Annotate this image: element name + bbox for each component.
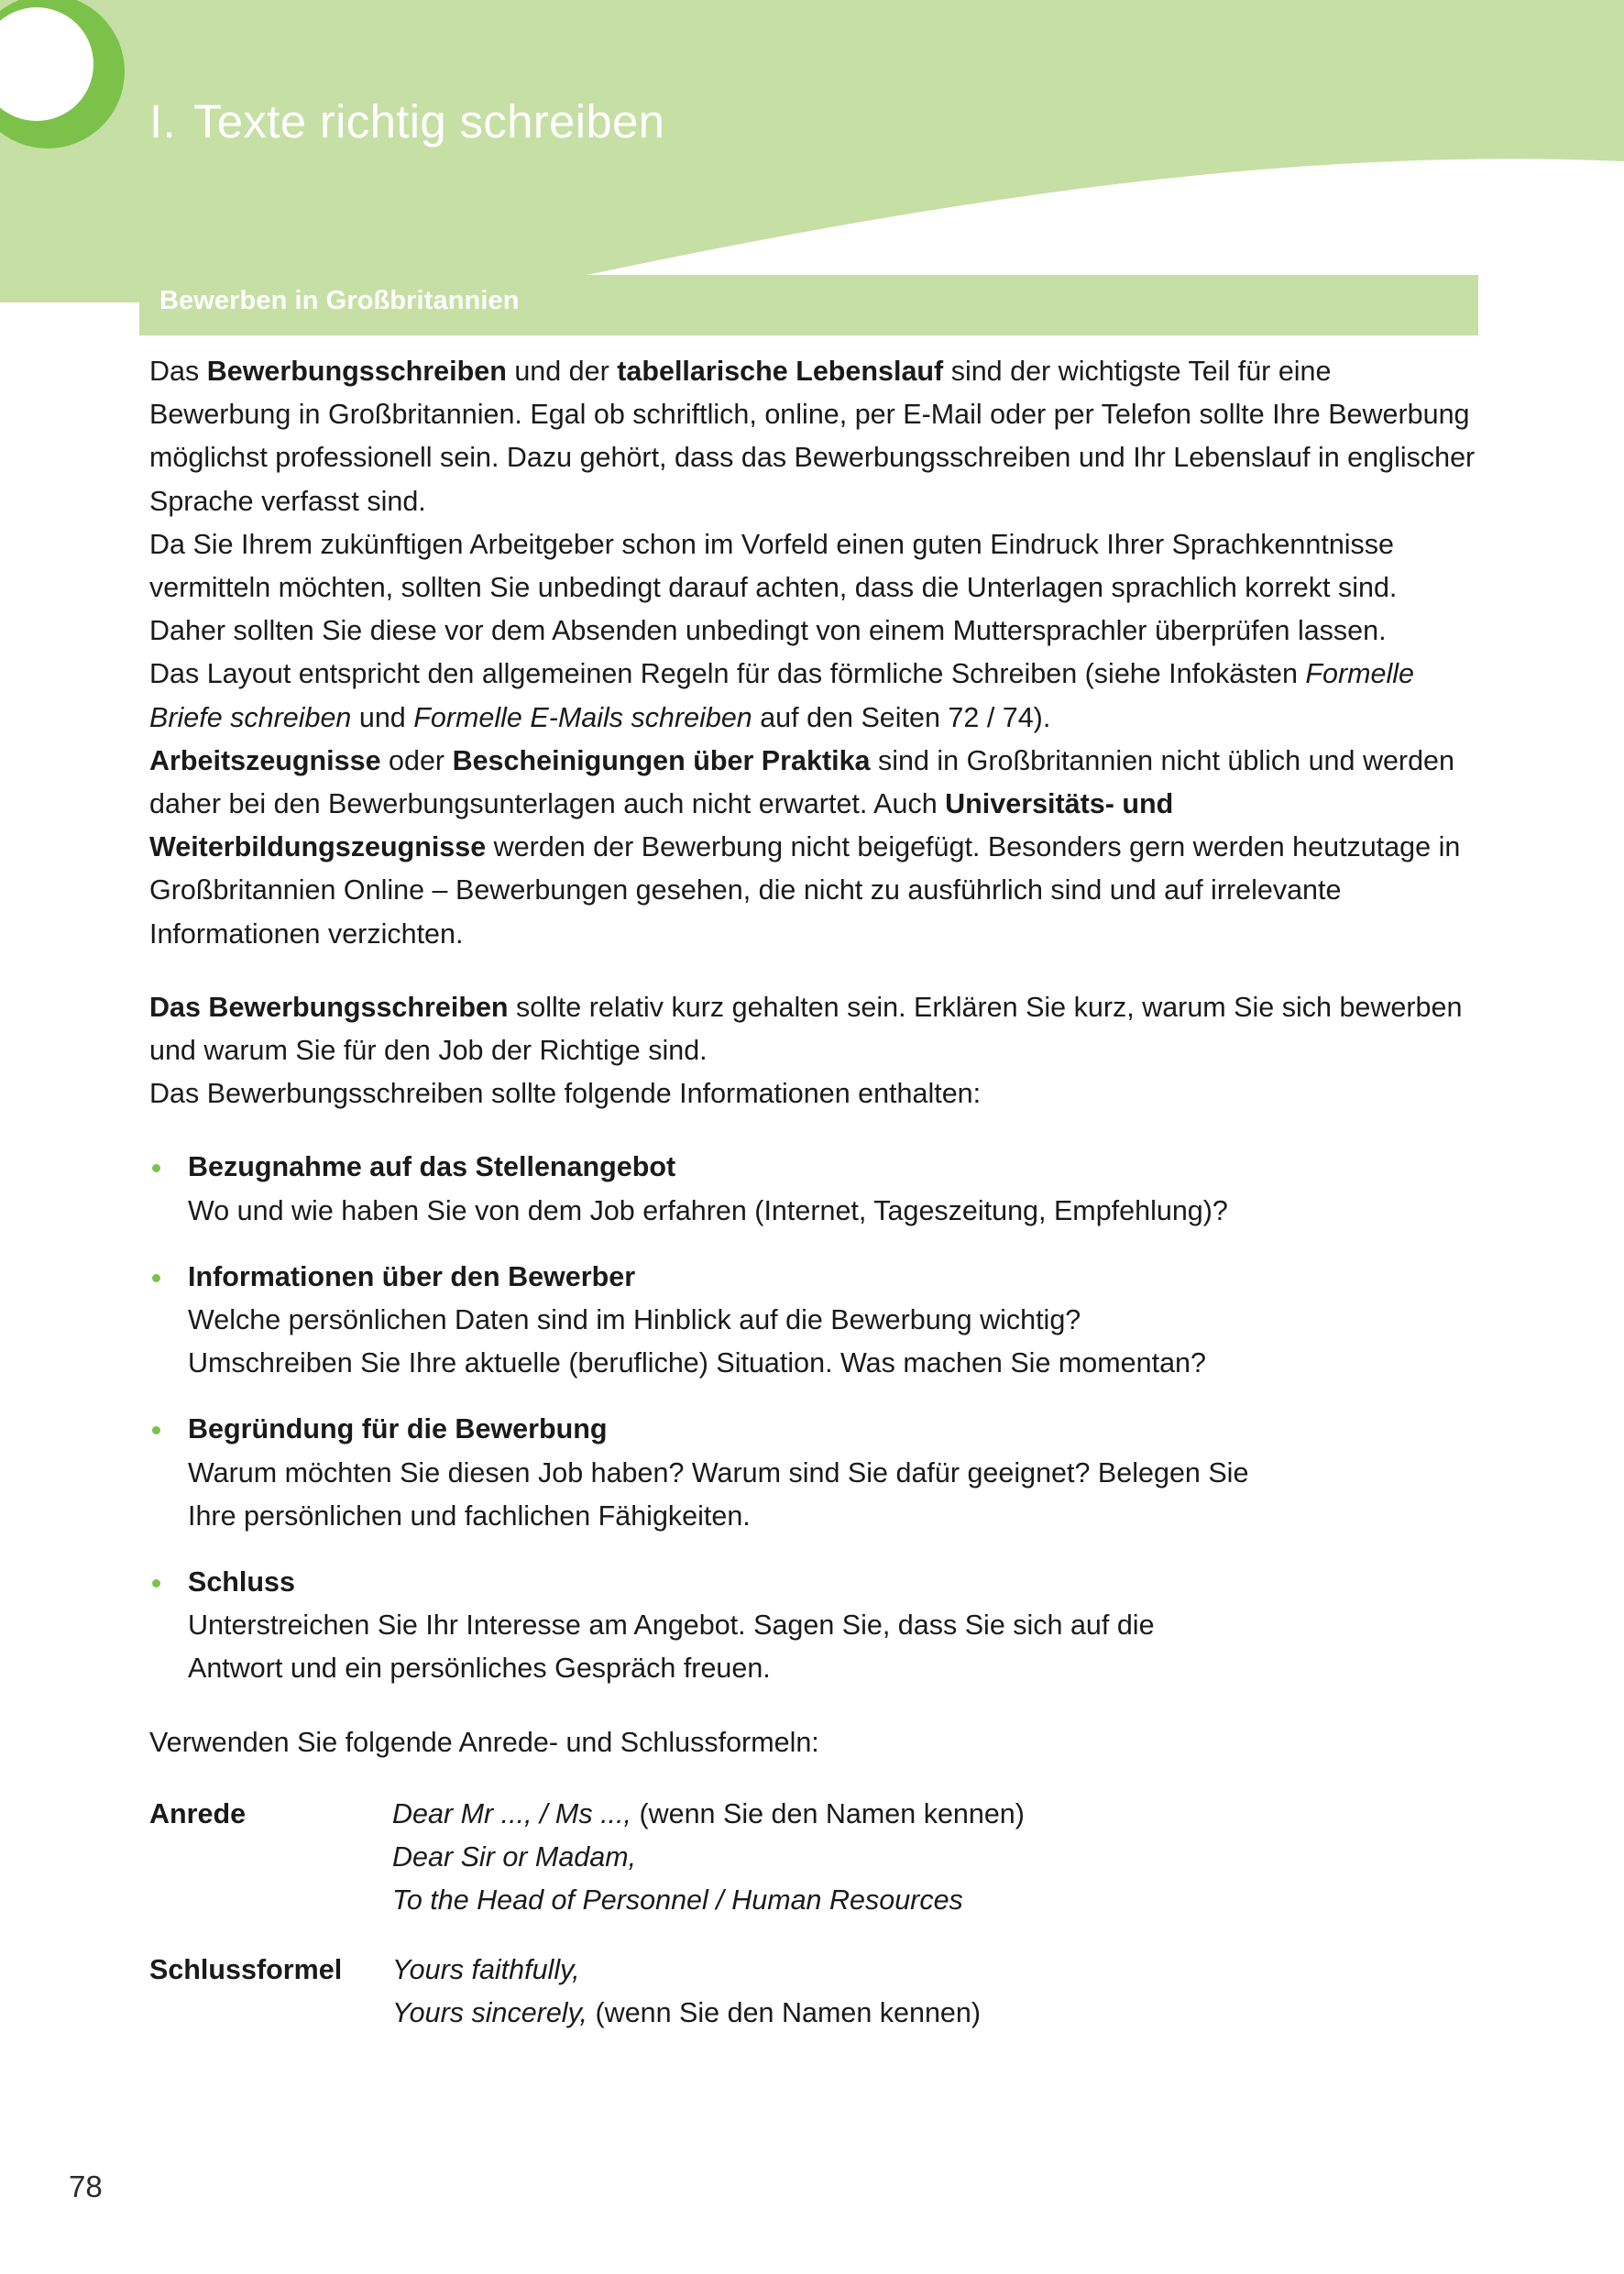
- list-item: [149, 1146, 1480, 1232]
- page-header-banner: [0, 0, 1624, 302]
- information-bullet-list: [149, 1146, 1480, 1690]
- formula-italic: Dear Mr ..., / Ms ...,: [392, 1797, 631, 1829]
- bullet-line: Ihre persönlichen und fachlichen Fähigkeiten.: [188, 1500, 751, 1532]
- paragraph-spacer-3: [149, 1691, 1480, 1721]
- formula-value-line: [392, 1836, 1480, 1879]
- formula-italic: Yours faithfully,: [392, 1953, 580, 1985]
- bullet-line: Unterstreichen Sie Ihr Interesse am Angebot. Sagen Sie, dass Sie sich auf die: [188, 1609, 1155, 1642]
- bullet-title: Schluss: [188, 1566, 295, 1598]
- bullet-title: Bezugnahme auf das Stellenangebot: [188, 1151, 676, 1183]
- p3-text-a: Das Layout entspricht den allgemeinen Regeln für das förmliche Schreiben (siehe Infokästen: [149, 658, 1306, 690]
- chapter-numeral: I.: [149, 95, 176, 148]
- formula-label-schlussformel: Schlussformel: [149, 1953, 343, 1985]
- table-row: [149, 1949, 1480, 2035]
- p4-bold-arbeitszeugnisse: Arbeitszeugnisse: [149, 744, 381, 776]
- paragraph-4: [149, 740, 1480, 956]
- bullet-line: Welche persönlichen Daten sind im Hinblick auf die Bewerbung wichtig?: [188, 1304, 1081, 1336]
- bullet-dot-icon: [152, 1164, 160, 1172]
- bullet-title: Begründung für die Bewerbung: [188, 1413, 608, 1445]
- p4-text-b: sind in Großbritannien nicht üblich und werden daher bei den Bewerbungsunterlagen auch nicht erwartet. Auch: [149, 744, 1454, 820]
- banner-green-shape: [0, 0, 1624, 302]
- closing-intro-paragraph: Verwenden Sie folgende Anrede- und Schlussformeln:: [149, 1726, 819, 1758]
- bullet-title: Informationen über den Bewerber: [188, 1260, 636, 1292]
- formula-value-line: [392, 1879, 1480, 1922]
- p3-text-b: und: [351, 701, 414, 733]
- p1-text-b: und der: [506, 356, 618, 387]
- page-number: 78: [69, 2170, 103, 2203]
- formula-plain: (wenn Sie den Namen kennen): [631, 1797, 1025, 1829]
- paragraph-6: Das Bewerbungsschreiben sollte folgende Informationen enthalten:: [149, 1078, 982, 1110]
- paragraph-5: [149, 986, 1480, 1072]
- list-item: [149, 1408, 1480, 1538]
- p1-bold-lebenslauf: tabellarische Lebenslauf: [617, 356, 944, 387]
- paragraph-3: [149, 653, 1480, 739]
- formula-label-anrede: Anrede: [149, 1797, 247, 1829]
- formula-plain: (wenn Sie den Namen kennen): [587, 1996, 981, 2028]
- p4-text-a: oder: [380, 744, 453, 776]
- list-item: [149, 1561, 1480, 1691]
- formula-italic: Yours sincerely,: [392, 1996, 588, 2028]
- bullet-line: Warum möchten Sie diesen Job haben? Warum sind Sie dafür geeignet? Belegen Sie: [188, 1456, 1249, 1489]
- p3-italic-formelle-emails: Formelle E-Mails schreiben: [413, 701, 752, 733]
- p3-italic-formelle-briefe: Formelle Briefe schreiben: [149, 658, 1415, 733]
- p3-text-c: auf den Seiten 72 / 74).: [752, 701, 1051, 733]
- p1-text-c: sind der wichtigste Teil für eine Bewerbung in Großbritannien. Egal ob schriftlich, online, per E-Mail oder per Telefon sollte Ihre Bewerbung möglichst professionell sein. Dazu gehört, dass das Bewerbungsschreiben und Ihr Lebenslauf in englischer Sprache verfasst sind.: [149, 356, 1476, 517]
- paragraph-spacer-2: [149, 1115, 1480, 1146]
- section-heading-bar: [139, 275, 1478, 335]
- p5-text-a: sollte relativ kurz gehalten sein. Erklären Sie kurz, warum Sie sich bewerben und warum Sie für den Job der Richtige sind.: [149, 991, 1463, 1067]
- list-item: [149, 1256, 1480, 1386]
- bullet-dot-icon: [152, 1426, 160, 1434]
- formula-italic: Dear Sir or Madam,: [392, 1841, 637, 1873]
- bullet-line: Wo und wie haben Sie von dem Job erfahren (Internet, Tageszeitung, Empfehlung)?: [188, 1194, 1228, 1226]
- p1-bold-bewerbungsschreiben: Bewerbungsschreiben: [206, 356, 507, 387]
- paragraph-1: [149, 350, 1480, 523]
- chapter-title-text: Texte richtig schreiben: [193, 95, 665, 148]
- formula-values-anrede: [392, 1793, 1480, 1923]
- bullet-line: Antwort und ein persönliches Gespräch freuen.: [188, 1653, 771, 1685]
- formula-value-line: [392, 1949, 1480, 1992]
- paragraph-2: Da Sie Ihrem zukünftigen Arbeitgeber schon im Vorfeld einen guten Eindruck Ihrer Sprachkenntnisse vermitteln möchten, sollten Sie unbedingt darauf achten, dass die Unterlagen sprachlich korrekt sind. Daher sollten Sie diese vor dem Absenden unbedingt von einem Muttersprachler überprüfen lassen.: [149, 528, 1398, 647]
- p4-bold-universitaetszeugnisse: Universitäts- und Weiterbildungszeugnisse: [149, 788, 1174, 863]
- body-text-column: [149, 350, 1480, 2035]
- formula-value-line: [392, 1793, 1480, 1836]
- p4-bold-bescheinigungen: Bescheinigungen über Praktika: [452, 744, 871, 776]
- formula-italic: To the Head of Personnel / Human Resources: [392, 1884, 963, 1917]
- section-heading-label: Bewerben in Großbritannien: [159, 286, 520, 315]
- p5-bold-das-bewerbungsschreiben: Das Bewerbungsschreiben: [149, 991, 509, 1023]
- p4-text-c: werden der Bewerbung nicht beigefügt. Besonders gern werden heutzutage in Großbritannien Online – Bewerbungen gesehen, die nicht zu ausführlich sind und auf irrelevante Informationen verzichten.: [149, 831, 1461, 950]
- salutation-formula-table: [149, 1793, 1480, 2035]
- bullet-dot-icon: [152, 1579, 160, 1587]
- paragraph-spacer-1: [149, 956, 1480, 986]
- formula-values-schlussformel: [392, 1949, 1480, 2035]
- bullet-dot-icon: [152, 1274, 160, 1282]
- p1-text-a: Das: [149, 356, 207, 387]
- table-row: [149, 1793, 1480, 1923]
- bullet-line: Umschreiben Sie Ihre aktuelle (berufliche) Situation. Was machen Sie momentan?: [188, 1347, 1206, 1379]
- page-title: [149, 94, 664, 148]
- formula-value-line: [392, 1992, 1480, 2035]
